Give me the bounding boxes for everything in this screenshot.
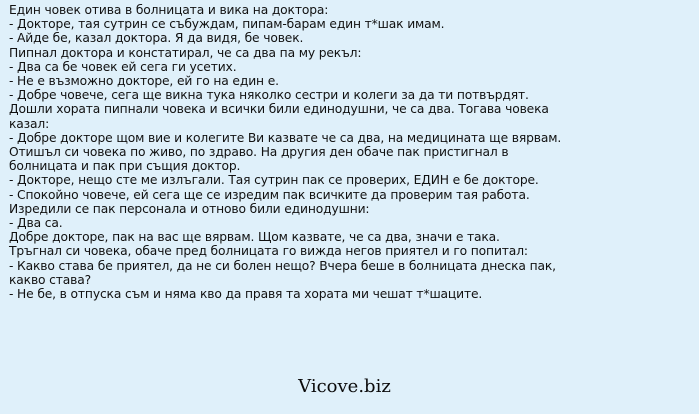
joke-line: Отишъл си човека по живо, по здраво. На другия ден обаче пак пристигнал в [9, 145, 509, 160]
joke-line: казал: [9, 116, 50, 131]
joke-line: - Добре човече, сега ще викна тука няколко сестри и колеги за да ти потвърдят. [9, 88, 529, 103]
joke-line: - Не е възможно докторе, ей го на един е. [9, 74, 279, 89]
joke-line: - Какво става бе приятел, да не си болен нещо? Вчера беше в болницата днеска пак, [9, 258, 556, 273]
joke-line: Дошли хората пипнали човека и всички били единодушни, че са два. Тогава човека [9, 102, 549, 117]
joke-line: Тръгнал си човека, обаче пред болницата го вижда негов приятел и го попитал: [9, 244, 528, 259]
joke-line: Един човек отива в болницата и вика на доктора: [9, 3, 329, 17]
joke-line: Изредили се пак персонала и отново били единодушни: [9, 201, 370, 216]
joke-line: Добре докторе, пак на вас ще вярвам. Щом казвате, че са два, значи е така. [9, 230, 500, 245]
joke-line: - Докторе, тая сутрин се събуждам, пипам-барам един т*шак имам. [9, 17, 445, 32]
joke-line: болницата и пак при същия доктор. [9, 159, 241, 174]
site-watermark: Vicove.biz [298, 376, 391, 397]
joke-line: - Два са бе човек ей сега ги усетих. [9, 59, 237, 74]
joke-line: - Спокойно човече, ей сега ще се изредим пак всичките да проверим тая работа. [9, 187, 530, 202]
joke-line: какво става? [9, 272, 92, 287]
joke-line: - Два са. [9, 216, 63, 231]
joke-line: - Айде бе, казал доктора. Я да видя, бе човек. [9, 31, 304, 46]
joke-line: - Добре докторе щом вие и колегите Ви казвате че са два, на медицината ще вярвам. [9, 130, 562, 145]
joke-text [9, 3, 693, 301]
joke-line: - Не бе, в отпуска съм и няма кво да правя та хората ми чешат т*шаците. [9, 287, 483, 302]
joke-line: - Докторе, нещо сте ме излъгали. Тая сутрин пак се проверих, ЕДИН е бе докторе. [9, 173, 539, 188]
joke-line: Пипнал доктора и констатирал, че са два па му рекъл: [9, 45, 362, 60]
